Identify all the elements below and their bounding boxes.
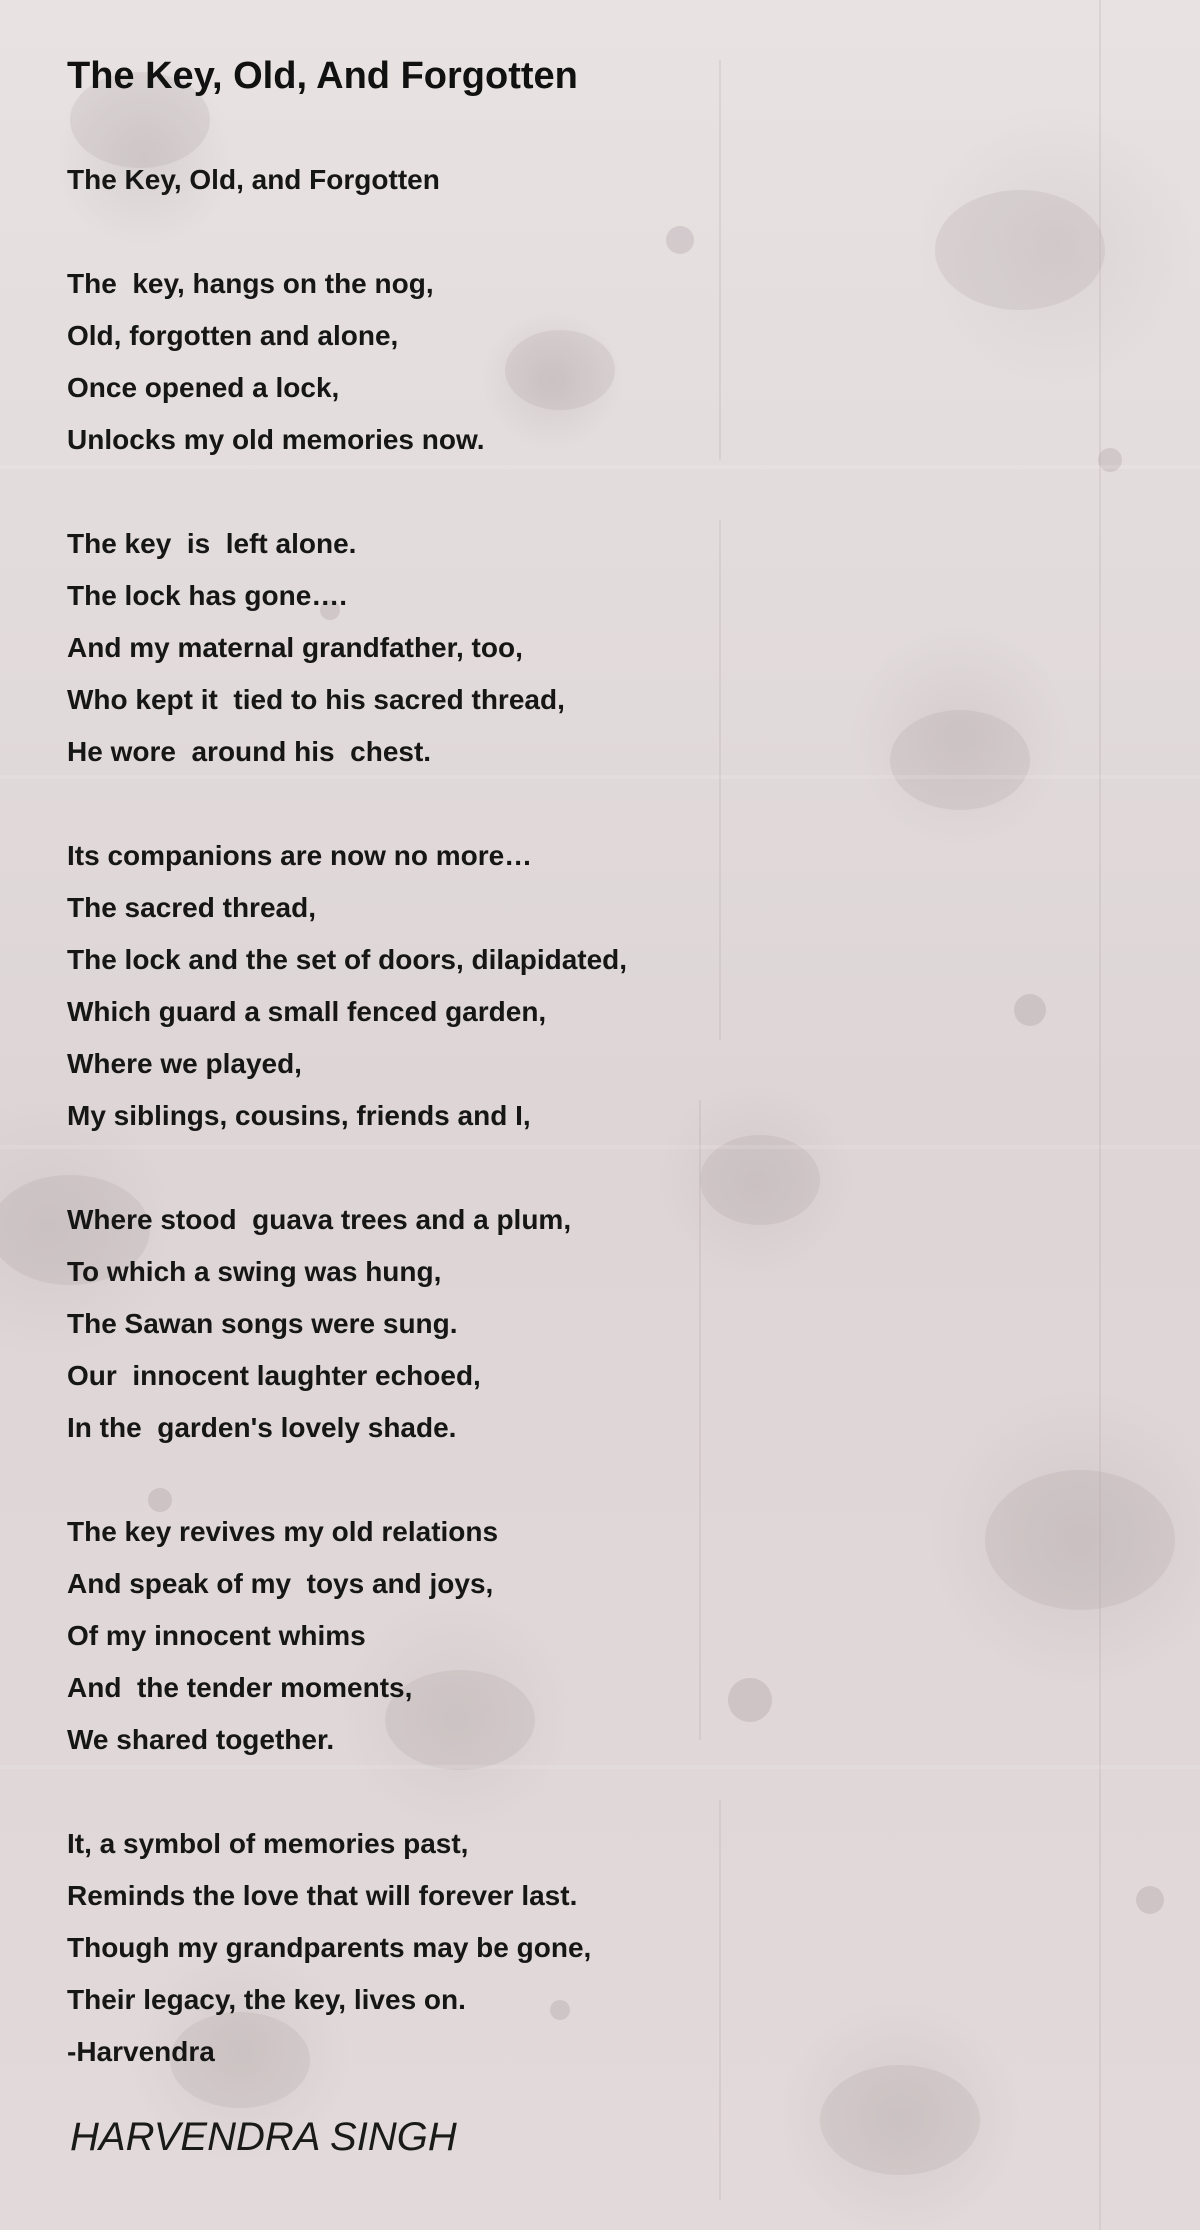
poem-container [67, 52, 1147, 2164]
poem-line: My siblings, cousins, friends and I, [67, 1100, 531, 1131]
poem-line: Though my grandparents may be gone, [67, 1932, 592, 1963]
poem-line: Once opened a lock, [67, 372, 340, 403]
poem-body [67, 154, 1147, 2078]
poem-author: HARVENDRA SINGH [70, 2115, 457, 2159]
poem-line: The key revives my old relations [67, 1516, 499, 1547]
poem-line: The key is left alone. [67, 528, 357, 559]
poem-line: The Key, Old, and Forgotten [67, 164, 440, 195]
poem-title: The Key, Old, And Forgotten [67, 55, 578, 97]
poem-line: He wore around his chest. [67, 736, 432, 767]
poem-line: Where stood guava trees and a plum, [67, 1204, 572, 1235]
poem-line: Old, forgotten and alone, [67, 320, 399, 351]
poem-line: It, a symbol of memories past, [67, 1828, 469, 1859]
stanza-break [67, 1766, 1147, 1818]
poem-line: In the garden's lovely shade. [67, 1412, 457, 1443]
poem-line: Reminds the love that will forever last. [67, 1880, 578, 1911]
stanza-break [67, 206, 1147, 258]
poem-line: Unlocks my old memories now. [67, 424, 485, 455]
stanza-break [67, 1454, 1147, 1506]
poem-line: Who kept it tied to his sacred thread, [67, 684, 565, 715]
poem-line: The key, hangs on the nog, [67, 268, 434, 299]
poem-line: The sacred thread, [67, 892, 316, 923]
poem-line: The lock and the set of doors, dilapidated, [67, 944, 628, 975]
stanza-break [67, 1142, 1147, 1194]
poem-line: To which a swing was hung, [67, 1256, 442, 1287]
poem-line: We shared together. [67, 1724, 335, 1755]
poem-line: The Sawan songs were sung. [67, 1308, 458, 1339]
stanza-break [67, 778, 1147, 830]
poem-line: Our innocent laughter echoed, [67, 1360, 481, 1391]
poem-line: Of my innocent whims [67, 1620, 366, 1651]
poem-line: And speak of my toys and joys, [67, 1568, 494, 1599]
poem-line: -Harvendra [67, 2036, 215, 2067]
poem-line: Its companions are now no more… [67, 840, 533, 871]
poem-line: Where we played, [67, 1048, 302, 1079]
poem-line: The lock has gone…. [67, 580, 348, 611]
poem-line: Which guard a small fenced garden, [67, 996, 547, 1027]
stanza-break [67, 466, 1147, 518]
poem-line: Their legacy, the key, lives on. [67, 1984, 466, 2015]
poem-line: And the tender moments, [67, 1672, 413, 1703]
poem-line: And my maternal grandfather, too, [67, 632, 523, 663]
